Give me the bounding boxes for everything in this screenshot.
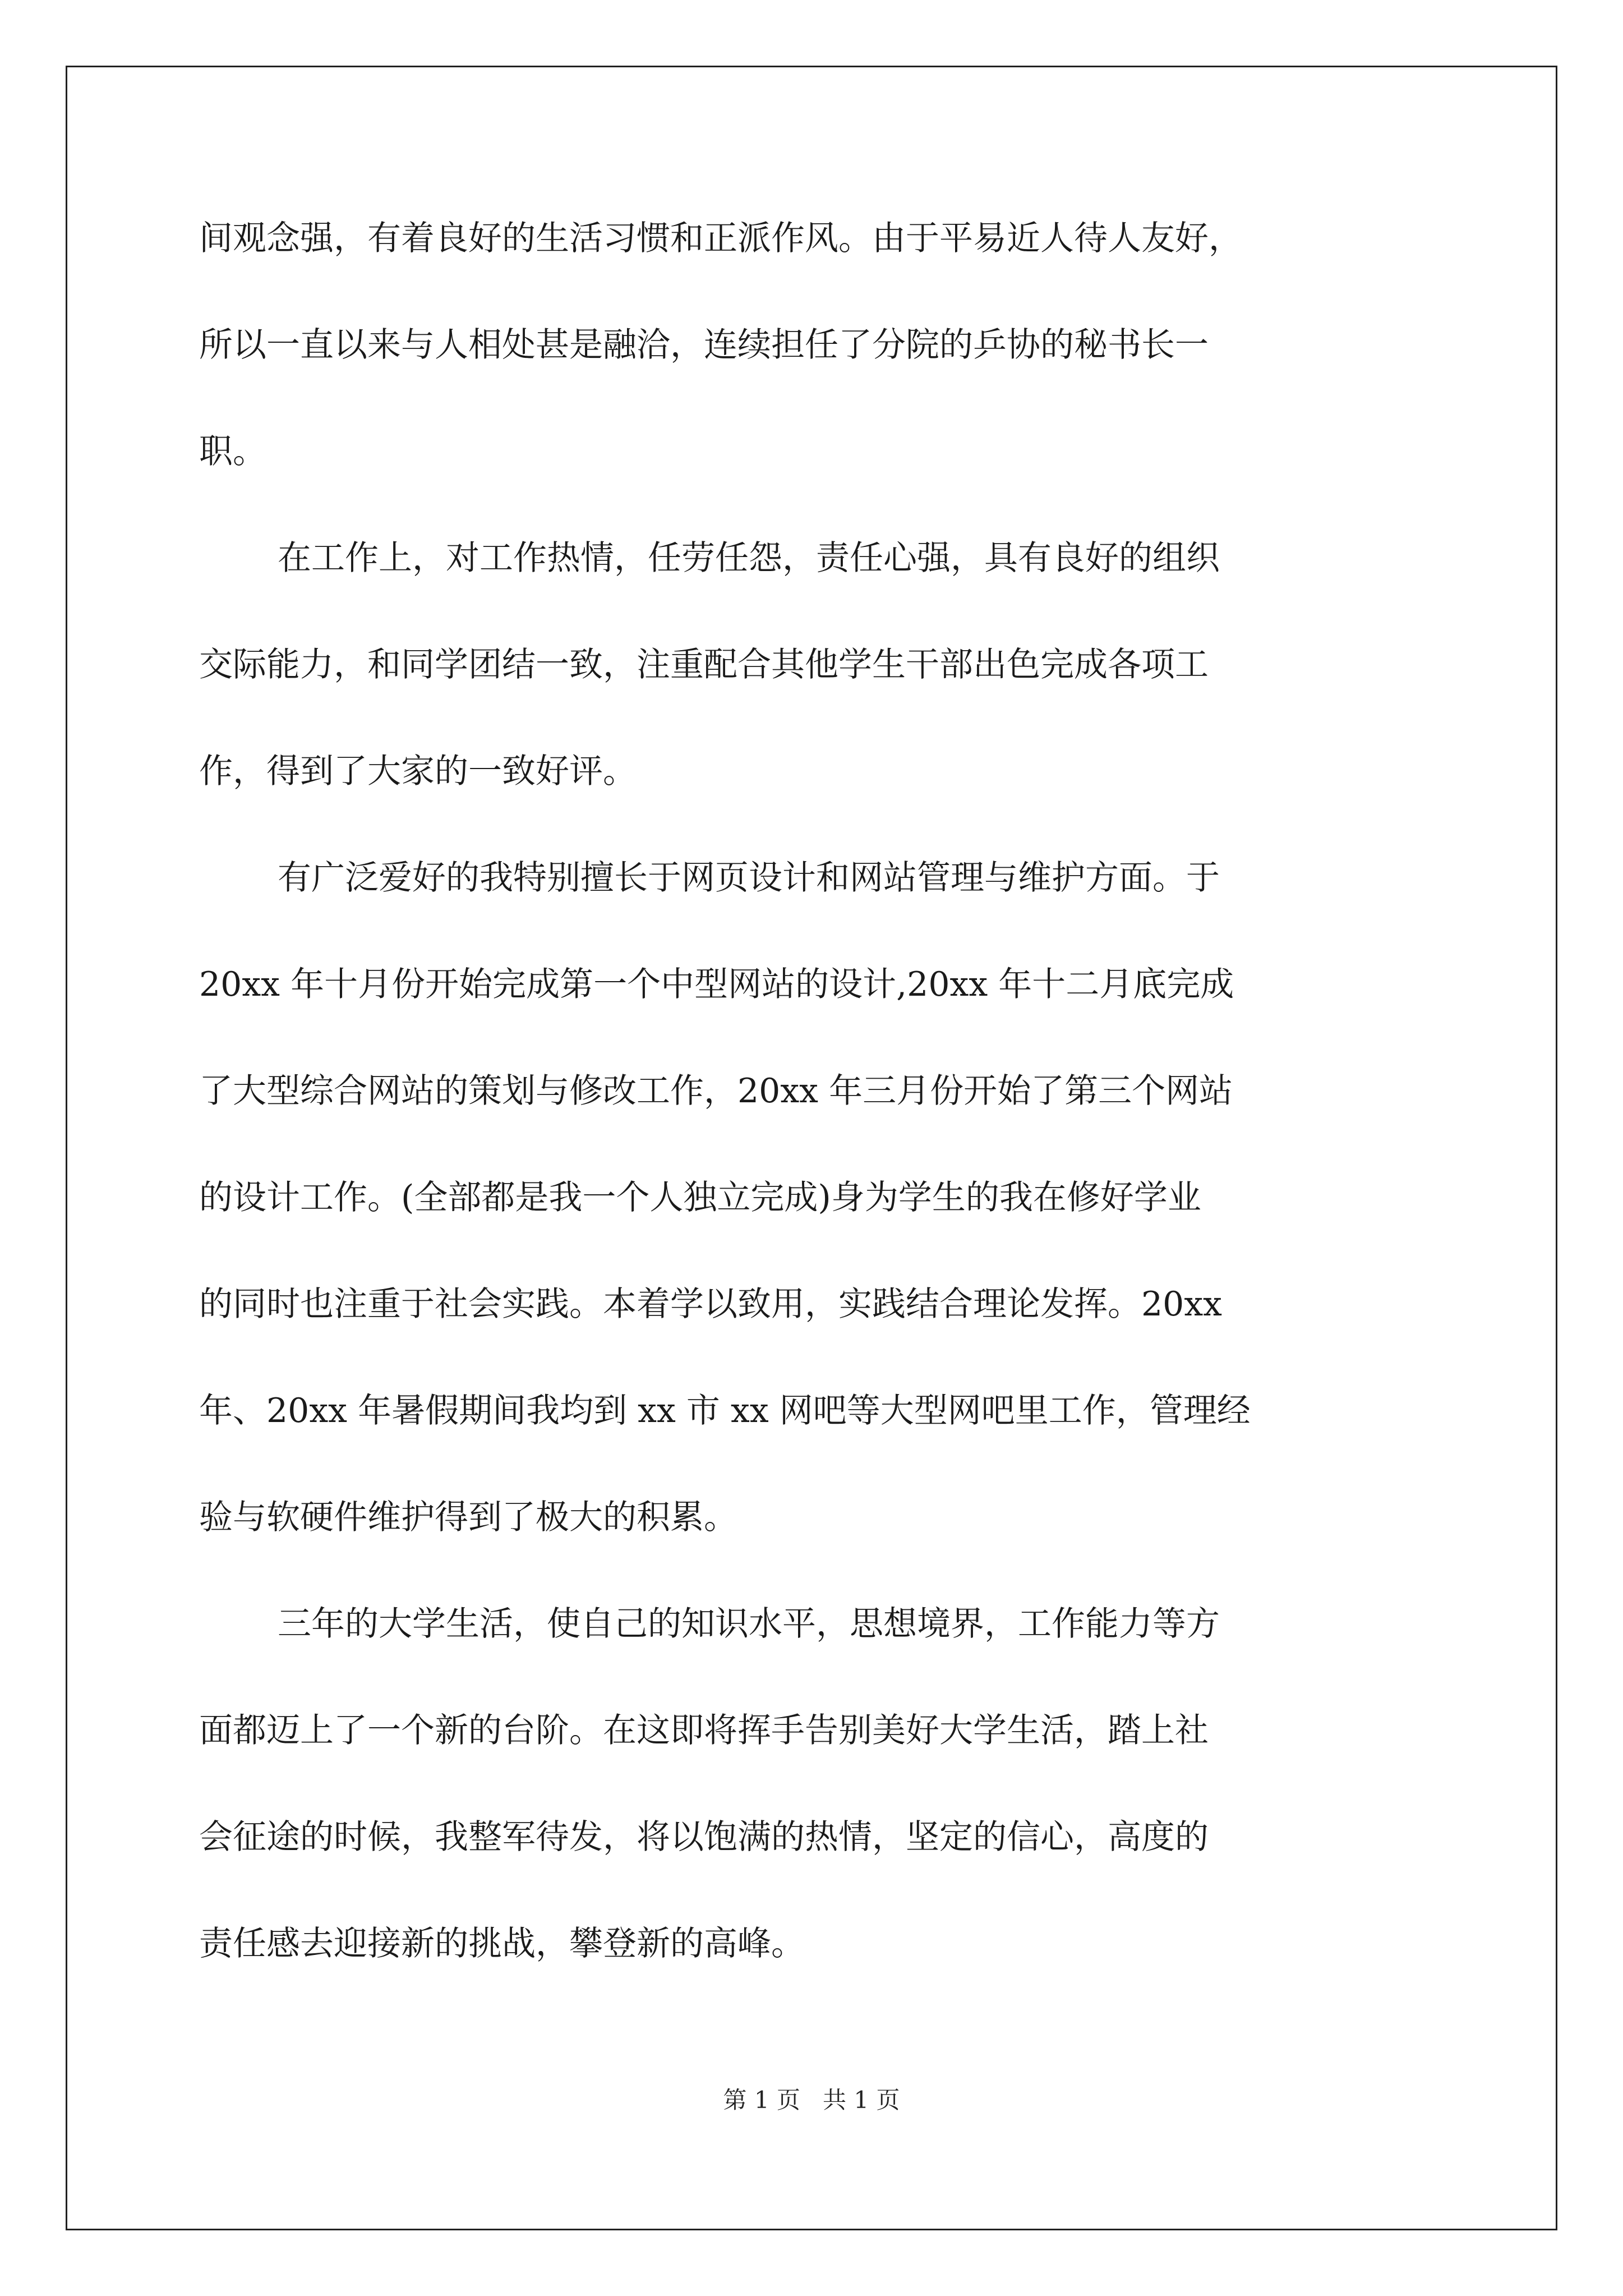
paragraph-first-line: 在工作上，对工作热情，任劳任怨，责任心强，具有良好的组织 (278, 539, 1220, 578)
text-line: 间观念强，有着良好的生活习惯和正派作风。由于平易近人待人友好， (199, 219, 1242, 258)
text-line: 会征途的时候，我整军待发，将以饱满的热情，坚定的信心，高度的 (199, 1818, 1209, 1857)
text-line: 的同时也注重于社会实践。本着学以致用，实践结合理论发挥。20xx (199, 1285, 1223, 1324)
page-border (66, 66, 1557, 2230)
text-line: 的设计工作。(全部都是我一个人独立完成)身为学生的我在修好学业 (199, 1178, 1201, 1217)
page-number-footer: 第 1 页 共 1 页 (723, 2086, 900, 2114)
text-line: 20xx 年十月份开始完成第一个中型网站的设计,20xx 年十二月底完成 (199, 965, 1234, 1004)
text-line: 职。 (199, 432, 266, 471)
paragraph-first-line: 三年的大学生活，使自己的知识水平，思想境界，工作能力等方 (278, 1604, 1220, 1644)
text-line: 作，得到了大家的一致好评。 (199, 752, 637, 791)
text-line: 年、20xx 年暑假期间我均到 xx 市 xx 网吧等大型网吧里工作，管理经 (199, 1391, 1251, 1430)
text-line: 责任感去迎接新的挑战，攀登新的高峰。 (199, 1924, 805, 1963)
text-line: 验与软硬件维护得到了极大的积累。 (199, 1498, 737, 1537)
paragraph-first-line: 有广泛爱好的我特别擅长于网页设计和网站管理与维护方面。于 (278, 858, 1220, 898)
text-line: 交际能力，和同学团结一致，注重配合其他学生干部出色完成各项工 (199, 645, 1209, 684)
text-line: 了大型综合网站的策划与修改工作，20xx 年三月份开始了第三个网站 (199, 1071, 1233, 1111)
text-line: 面都迈上了一个新的台阶。在这即将挥手告别美好大学生活，踏上社 (199, 1711, 1209, 1750)
text-line: 所以一直以来与人相处甚是融洽，连续担任了分院的乒协的秘书长一 (199, 325, 1209, 365)
